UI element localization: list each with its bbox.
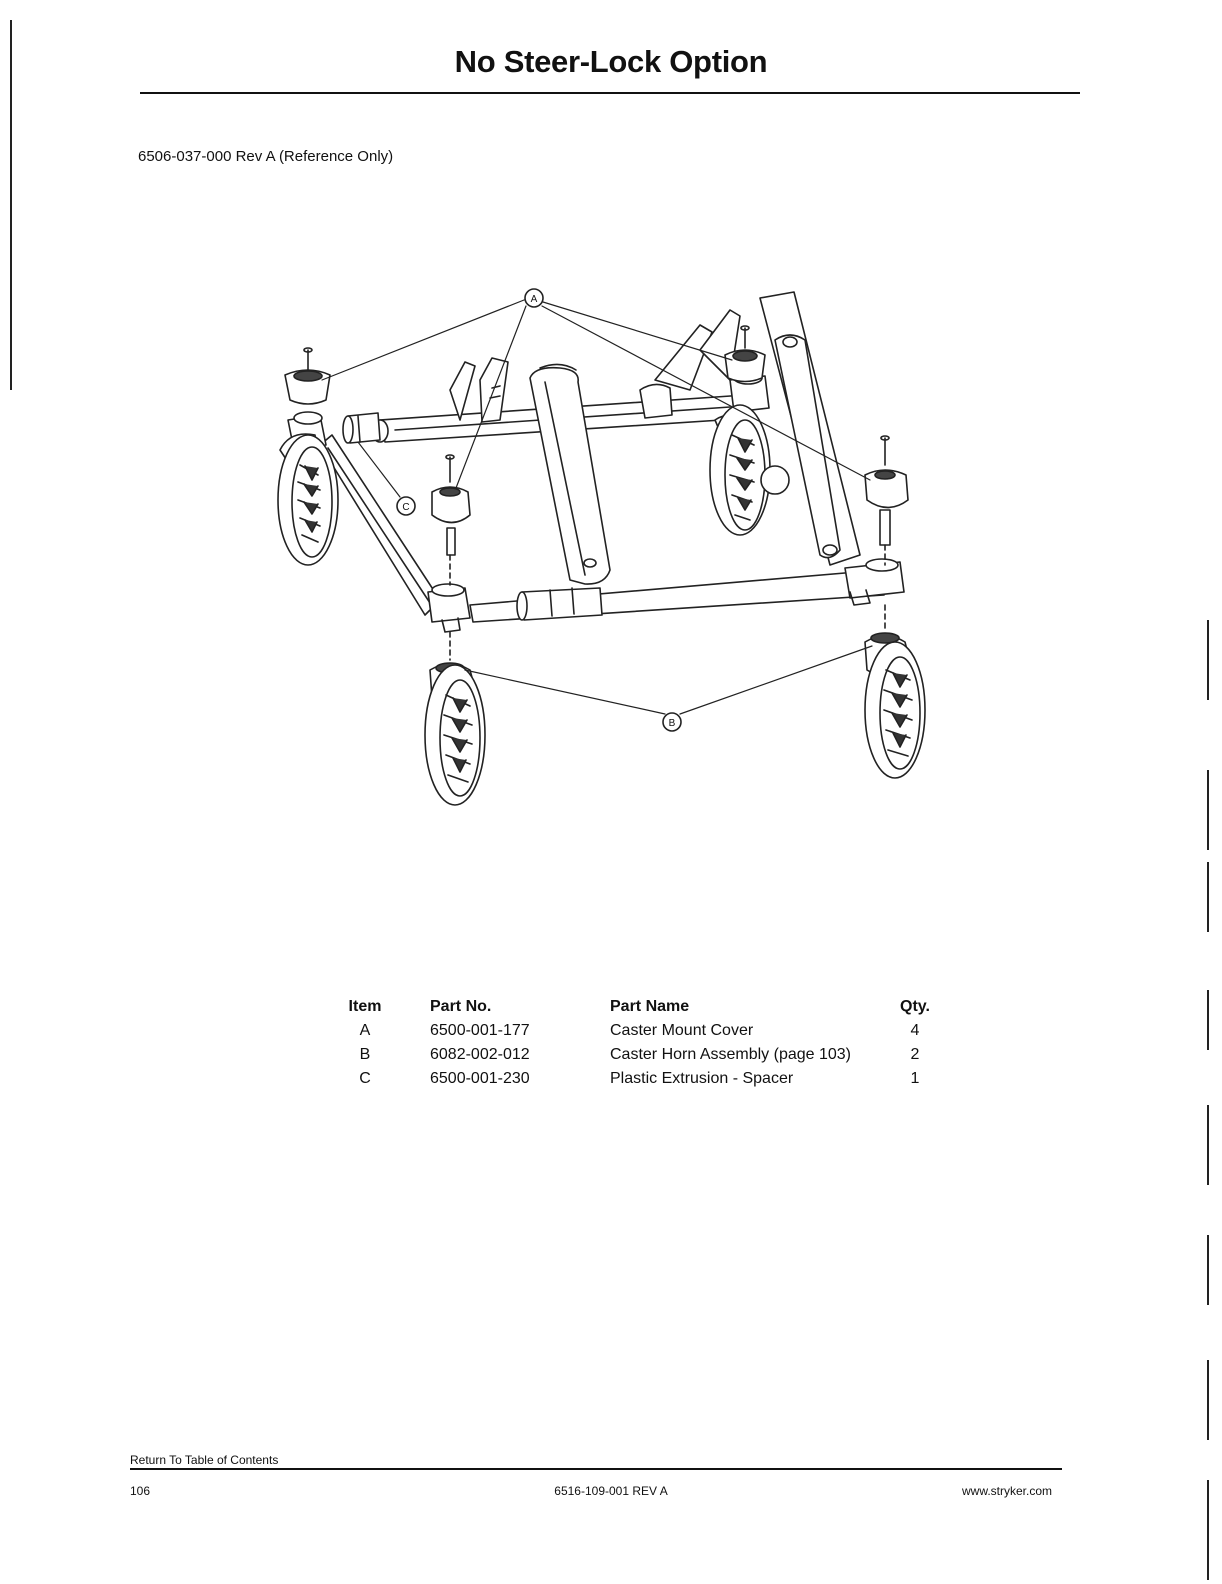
document-number: 6516-109-001 REV A: [554, 1484, 668, 1498]
cell-part-name: Plastic Extrusion - Spacer: [610, 1070, 794, 1087]
cell-item: C: [359, 1070, 371, 1087]
caster-wheel-rear-right: [710, 405, 789, 535]
scan-edge-right: [1207, 1360, 1209, 1440]
center-beam: [530, 364, 610, 584]
cell-qty: 2: [910, 1046, 920, 1063]
parts-list-table: [320, 995, 940, 1091]
rear-bracket-left: [450, 358, 508, 422]
front-crossbar: [470, 570, 884, 622]
scan-edge-right: [1207, 620, 1209, 700]
header-item: Item: [348, 998, 382, 1015]
scan-edge-right: [1207, 1235, 1209, 1305]
table-row: [320, 1043, 940, 1067]
website-url: www.stryker.com: [961, 1484, 1052, 1498]
plastic-spacer: [343, 413, 380, 443]
page-number: 106: [130, 1484, 151, 1498]
scan-edge-right: [1207, 1105, 1209, 1185]
cell-part-no: 6082-002-012: [430, 1046, 530, 1063]
title-divider: [140, 92, 1080, 94]
cell-item: B: [359, 1046, 371, 1063]
cell-item: A: [359, 1022, 371, 1039]
reference-drawing-number: 6506-037-000 Rev A (Reference Only): [138, 148, 394, 165]
caster-mount-front-right: [845, 559, 904, 605]
caster-mount-cover-right: [865, 436, 908, 565]
cell-qty: 4: [910, 1022, 920, 1039]
cell-part-no: 6500-001-177: [430, 1022, 530, 1039]
right-beam: [760, 292, 860, 565]
scan-edge-right: [1207, 770, 1209, 850]
callout-a: [525, 289, 543, 307]
return-to-toc-link[interactable]: Return To Table of Contents: [130, 1453, 279, 1467]
header-part-name: Part Name: [610, 998, 690, 1015]
header-part-no: Part No.: [430, 998, 492, 1015]
header-qty: Qty.: [900, 998, 930, 1015]
footer-divider: [130, 1468, 1062, 1470]
cell-part-no: 6500-001-230: [430, 1070, 530, 1087]
left-diagonal-tube: [320, 435, 440, 615]
caster-mount-cover-center: [432, 455, 470, 585]
callout-b-label: B: [668, 718, 676, 729]
callout-b: [663, 713, 681, 731]
page-title: No Steer-Lock Option: [454, 44, 768, 79]
callout-c: [397, 497, 415, 515]
table-row: [320, 1019, 940, 1043]
parts-table-header: [320, 995, 940, 1019]
caster-horn-front-left: [425, 632, 485, 805]
cell-part-name: Caster Horn Assembly (page 103): [610, 1046, 851, 1063]
cell-part-name: Caster Mount Cover: [610, 1022, 754, 1039]
caster-horn-front-right: [865, 605, 925, 778]
callout-a-label: A: [530, 294, 538, 305]
exploded-assembly-diagram: [260, 270, 980, 840]
scan-edge-right: [1207, 990, 1209, 1050]
cell-qty: 1: [910, 1070, 920, 1087]
caster-mount-cover-rear-left: [285, 348, 330, 404]
caster-wheel-rear-left: [278, 434, 338, 565]
scan-edge-right: [1207, 862, 1209, 932]
caster-mount-front-left: [428, 584, 470, 632]
table-row: [320, 1067, 940, 1091]
callout-c-label: C: [402, 502, 410, 513]
